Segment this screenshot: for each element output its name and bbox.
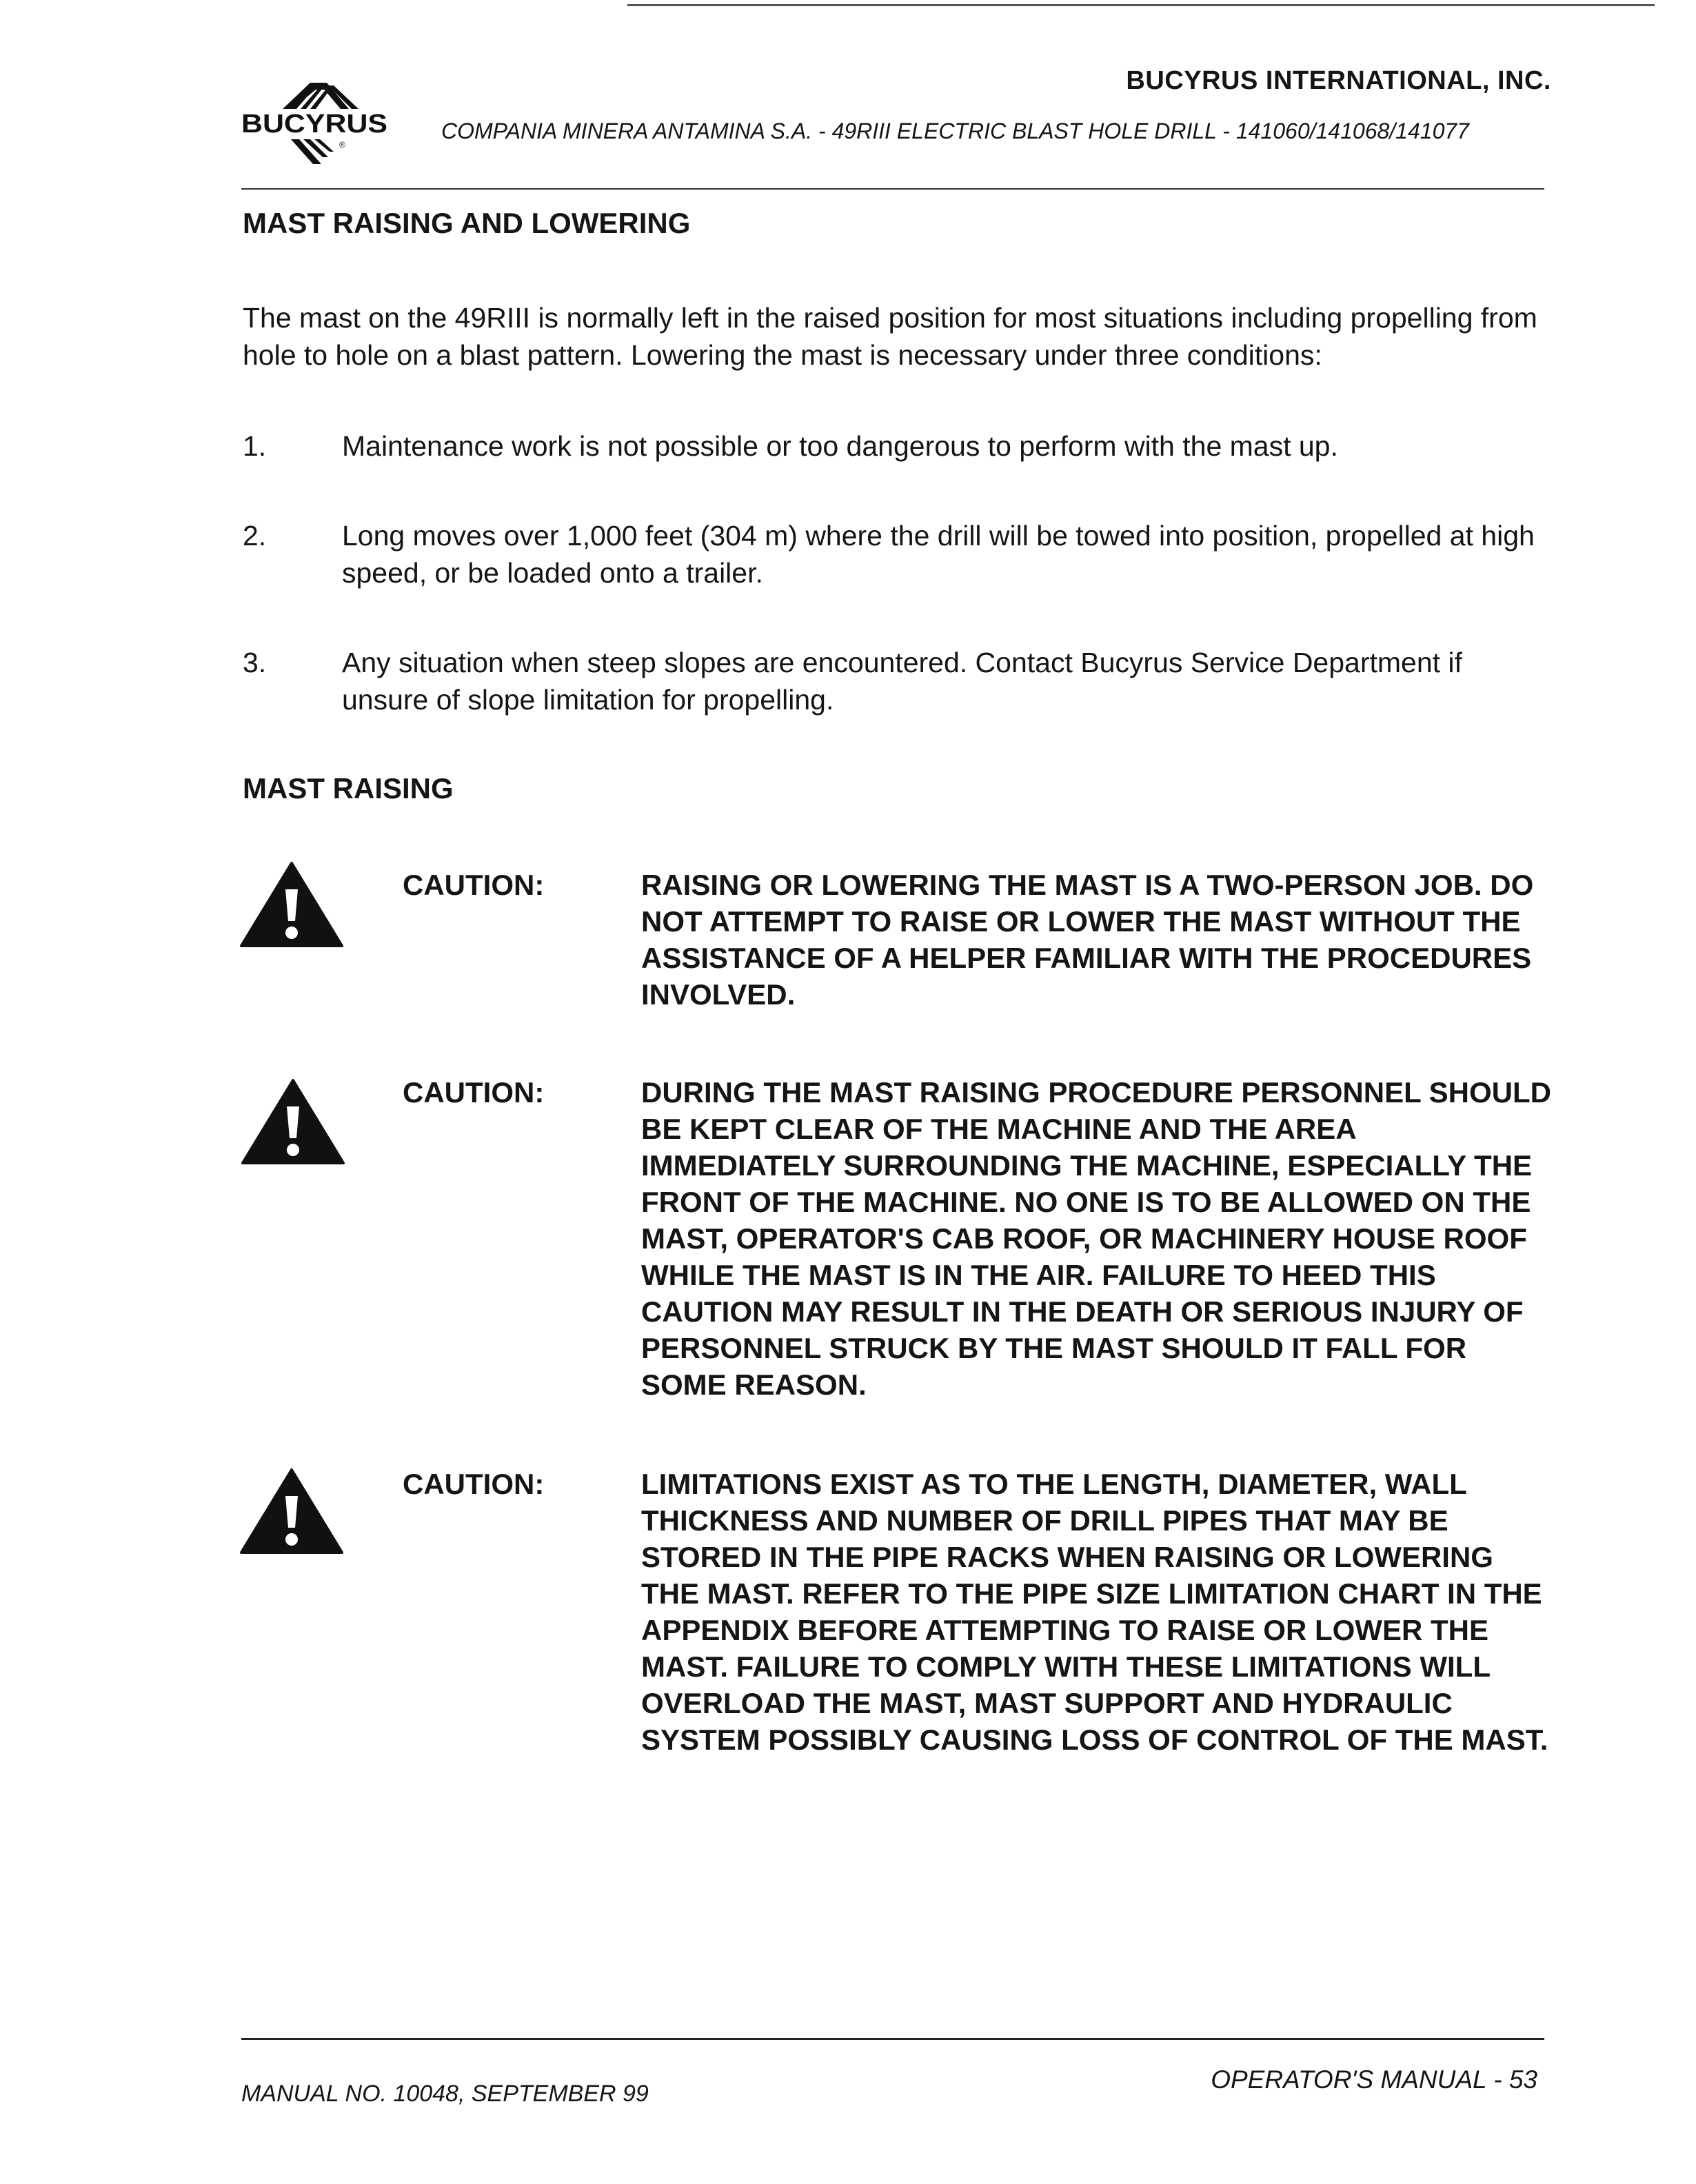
document-subtitle: COMPANIA MINERA ANTAMINA S.A. - 49RIII ELECTRIC BLAST HOLE DRILL - 141060/141068/141077	[441, 119, 1469, 143]
caution-label: CAUTION:	[403, 1076, 545, 1109]
caution-text: RAISING OR LOWERING THE MAST IS A TWO-PERSON JOB. DO NOT ATTEMPT TO RAISE OR LOWER THE MAST WITHOUT THE ASSISTANCE OF A HELPER FAMILIAR WITH THE PROCEDURES INVOLVED.	[641, 869, 1534, 1011]
page-number: OPERATOR'S MANUAL - 53	[1211, 2065, 1537, 2094]
section-title: MAST RAISING AND LOWERING	[243, 207, 691, 239]
intro-paragraph: The mast on the 49RIII is normally left in the raised position for most situations including propelling from hole to hole on a blast pattern. Lowering the mast is necessary under three conditions:	[243, 302, 1537, 371]
caution-label: CAUTION:	[403, 869, 545, 901]
list-item-number: 3.	[243, 647, 267, 678]
bucyrus-logo-icon	[241, 76, 393, 172]
caution-text: DURING THE MAST RAISING PROCEDURE PERSONNEL SHOULD BE KEPT CLEAR OF THE MACHINE AND THE AREA IMMEDIATELY SURROUNDING THE MACHINE, ESPECIALLY THE FRONT OF THE MACHINE. NO ONE IS TO BE ALLOWED ON THE MAST, OPERATOR'S CAB ROOF, OR MACHINERY HOUSE ROOF WHILE THE MAST IS IN THE AIR. FAILURE TO HEED THIS CAUTION MAY RESULT IN THE DEATH OR SERIOUS INJURY OF PERSONNEL STRUCK BY THE MAST SHOULD IT FALL FOR SOME REASON.	[641, 1076, 1551, 1401]
list-item-text: Long moves over 1,000 feet (304 m) where the drill will be towed into position, propelled at high speed, or be loaded onto a trailer.	[342, 520, 1535, 589]
caution-text: LIMITATIONS EXIST AS TO THE LENGTH, DIAMETER, WALL THICKNESS AND NUMBER OF DRILL PIPES THAT MAY BE STORED IN THE PIPE RACKS WHEN RAISING OR LOWERING THE MAST. REFER TO THE PIPE SIZE LIMITATION CHART IN THE APPENDIX BEFORE ATTEMPTING TO RAISE OR LOWER THE MAST. FAILURE TO COMPLY WITH THESE LIMITATIONS WILL OVERLOAD THE MAST, MAST SUPPORT AND HYDRAULIC SYSTEM POSSIBLY CAUSING LOSS OF CONTROL OF THE MAST.	[641, 1468, 1548, 1756]
warning-icon	[240, 862, 343, 949]
manual-number: MANUAL NO. 10048, SEPTEMBER 99	[241, 2081, 649, 2107]
warning-icon	[241, 1079, 345, 1166]
top-border-rule	[627, 4, 1655, 6]
subsection-title: MAST RAISING	[243, 772, 454, 805]
list-item-text: Any situation when steep slopes are encountered. Contact Bucyrus Service Department if unsure of slope limitation for propelling.	[342, 647, 1462, 716]
svg-text:®: ®	[339, 140, 345, 150]
footer-divider	[241, 2038, 1544, 2040]
warning-icon	[240, 1468, 343, 1555]
list-item-text: Maintenance work is not possible or too dangerous to perform with the mast up.	[342, 430, 1338, 462]
list-item-number: 1.	[243, 430, 267, 462]
header-divider	[241, 188, 1544, 190]
caution-label: CAUTION:	[403, 1468, 545, 1500]
bucyrus-logo	[241, 76, 393, 172]
company-name: BUCYRUS INTERNATIONAL, INC.	[1126, 66, 1551, 95]
svg-text:BUCYRUS: BUCYRUS	[241, 110, 387, 139]
list-item-number: 2.	[243, 520, 267, 552]
